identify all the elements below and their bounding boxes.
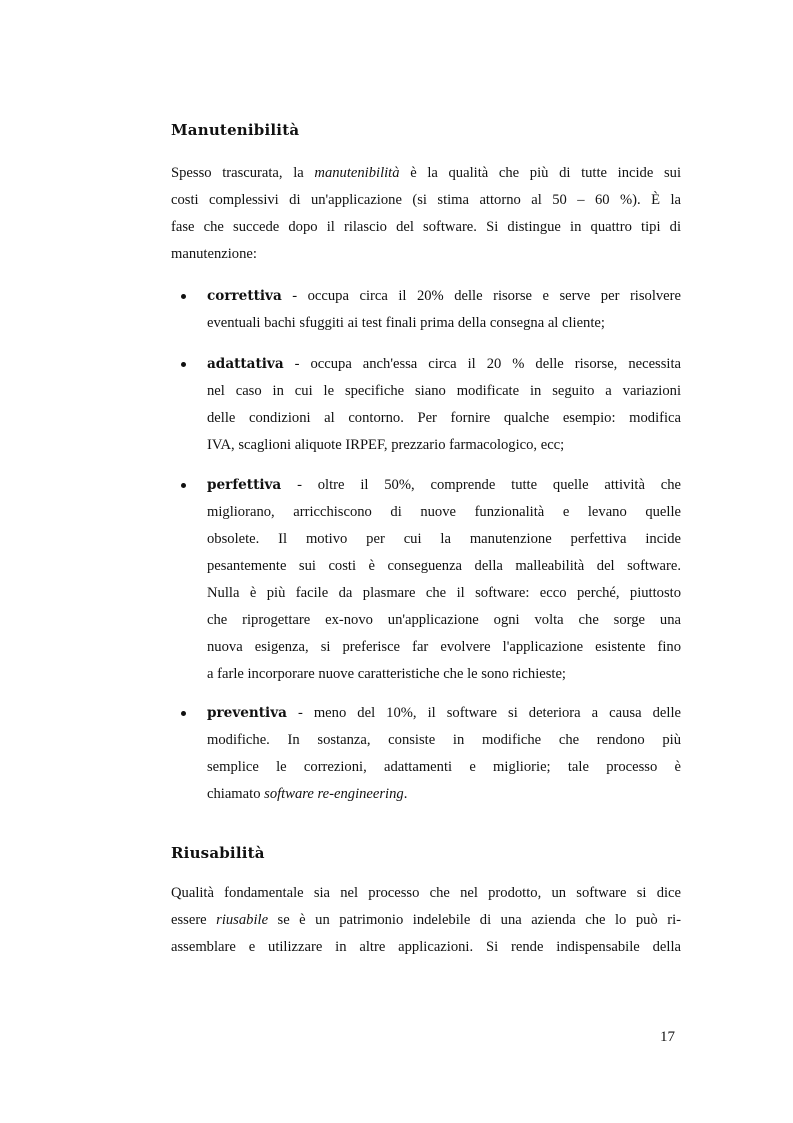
list-item-term: preventiva bbox=[207, 705, 287, 721]
bullet-icon bbox=[181, 711, 186, 716]
emphasis-term: manutenibilità bbox=[314, 165, 400, 181]
text-line: costi complessivi di un'applicazione (si stima attorno al 50 – 60 %). È la bbox=[171, 192, 681, 208]
page-number: 17 bbox=[660, 1029, 675, 1045]
maintainability-intro-paragraph bbox=[171, 160, 681, 268]
list-item-text: perfettiva - oltre il 50%, comprende tutte quelle attività che migliorano, arricchiscono di nuove funzionalità e levano quelle obsolete. Il motivo per cui la manutenzione perfettiva incide pesantemente sui costi è conseguenza della malleabilità del software. Nulla è più facile da plasmare che il software: ecco perché, piuttosto che riprogettare ex-novo un'applicazione ogni volta che sorge una nuova esigenza, si preferisce far evolvere l'applicazione esistente fino a farle incorporare nuove caratteristiche che le sono richieste; bbox=[207, 477, 681, 682]
list-item-text: adattativa - occupa anch'essa circa il 20 % delle risorse, necessita nel caso in cui le specifiche siano modificate in seguito a variazioni delle condizioni al contorno. Per fornire qualche esempio: modifica IVA, scaglioni aliquote IRPEF, prezzario farmacologico, ecc; bbox=[207, 356, 681, 453]
section-heading-maintainability: Manutenibilità bbox=[171, 121, 300, 139]
text-line: Qualità fondamentale sia nel processo che nel prodotto, un software si dice bbox=[171, 885, 681, 901]
text-line: essere riusabile se è un patrimonio indelebile di una azienda che lo può ri- bbox=[171, 912, 681, 928]
emphasis-term: software re-engineering bbox=[264, 786, 404, 802]
bullet-icon bbox=[181, 362, 186, 367]
text-line: assemblare e utilizzare in altre applicazioni. Si rende indispensabile della bbox=[171, 939, 681, 955]
text-line: manutenzione: bbox=[171, 246, 257, 262]
list-item-text: correttiva - occupa circa il 20% delle risorse e serve per risolvere eventuali bachi sfuggiti ai test finali prima della consegna al cliente; bbox=[207, 288, 681, 331]
text-line: fase che succede dopo il rilascio del software. Si distingue in quattro tipi di bbox=[171, 219, 681, 235]
reusability-paragraph bbox=[171, 880, 681, 961]
list-item-term: correttiva bbox=[207, 288, 282, 304]
bullet-icon bbox=[181, 483, 186, 488]
list-item-text: preventiva - meno del 10%, il software si deteriora a causa delle modifiche. In sostanza, consiste in modifiche che rendono più semplice le correzioni, adattamenti e migliorie; tale processo è chiamato software re-engineering. bbox=[207, 705, 681, 802]
section-heading-reusability: Riusabilità bbox=[171, 844, 265, 862]
text-line: Spesso trascurata, la manutenibilità è la qualità che più di tutte incide sui bbox=[171, 165, 682, 181]
list-item-term: adattativa bbox=[207, 356, 284, 372]
emphasis-term: riusabile bbox=[216, 912, 269, 928]
list-item-term: perfettiva bbox=[207, 477, 282, 493]
bullet-icon bbox=[181, 294, 186, 299]
